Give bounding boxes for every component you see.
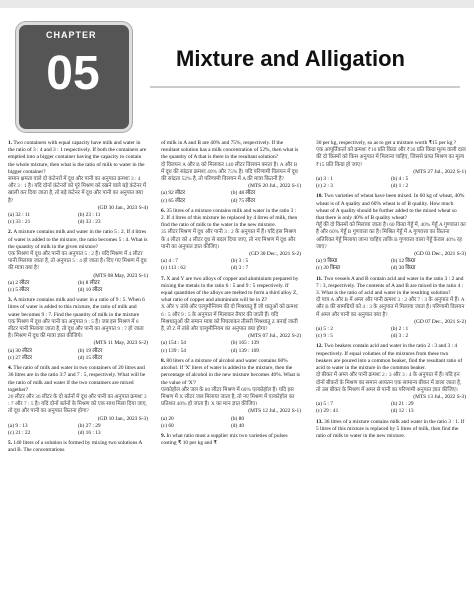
question-number: 3. <box>8 297 14 304</box>
question-body: A mixture contains milk and water in a ratio of 9 : 5. When 6 litres of water is added to this mixture, the ratio of milk and water becomes 9 : 7. Find the quantity of milk in the mixture <box>8 297 145 318</box>
question-item <box>316 193 466 272</box>
question-text <box>8 297 148 319</box>
question-item <box>161 276 301 355</box>
option: (a) 9 किग्रा <box>316 258 338 265</box>
options <box>316 401 466 415</box>
question-item <box>316 140 466 190</box>
option: (d) 10 लीटर <box>78 287 103 294</box>
option: (b) 4 : 5 <box>391 176 409 183</box>
option: (c) 65 लीटर <box>161 197 186 204</box>
option: (a) 20 <box>161 415 174 422</box>
question-source: (MTS 08 May, 2023 S-1) <box>93 272 148 279</box>
question-item <box>8 140 148 226</box>
question-hindi: 20 लीटर और 36 लीटर के दो बर्तनों में दूध और पानी का अनुपात क्रमशः 3 : 7 और 7 : 5 है। यदि दोनों बर्तनों के मिश्रण को एक साथ मिला दिया जाए, तो दूध और पानी का अनुपात कितना होगा? <box>8 393 147 415</box>
option: (c) 27 लीटर <box>8 354 33 361</box>
question-text <box>316 276 466 298</box>
question-body: Two beakers contain acid and water in the ratio 2 : 3 and 3 : 4 respectively. If equal volumes of the mixtures from these two beakers are poured into a common beaker, find the resultant ratio of acid to water in the mixture in the common beaker. <box>316 343 463 372</box>
option: (d) 15 लीटर <box>78 354 103 361</box>
option: (c) 33 : 21 <box>8 219 31 226</box>
options <box>161 258 301 272</box>
options <box>8 348 148 362</box>
option: (a) 3 : 1 <box>316 176 333 183</box>
option: (b) 48 लीटर <box>231 190 256 197</box>
question-body: A mixture contains milk and water in the ratio 5 : 2. If 4 litres of water is added to the mixture, the ratio becomes 5 : 4. What is the quantity of milk in the given mixture? <box>8 229 148 250</box>
option: (d) 139 : 169 <box>231 347 259 354</box>
options <box>316 176 466 190</box>
question-source: (GD 10 Jan., 2023 S-3) <box>97 415 148 422</box>
question-text <box>161 140 301 162</box>
question-source: (MTS 07 Jul., 2022 S-2) <box>248 333 301 340</box>
question-item <box>316 419 466 441</box>
column-1 <box>8 140 148 458</box>
chapter-tag: CHAPTER <box>46 30 97 40</box>
option: (d) 33 : 23 <box>78 219 101 226</box>
option: (a) 5 : 2 <box>316 326 333 333</box>
question-number: 9. <box>161 432 167 439</box>
question-item <box>8 297 148 362</box>
option: (d) 30 किग्रा <box>391 265 416 272</box>
question-hindi: दो पात्र A और B में अम्ल और पानी क्रमशः 3 : 2 और 7 : 3 के अनुपात में हैं। A और B की सामग्रियों को 4 : 3 के अनुपात में मिलाया जाता है। परिणामी विलयन में अम्ल और पानी का अनुपात क्या है? <box>316 297 465 318</box>
option: (c) 9 : 5 <box>316 333 333 340</box>
option: (c) 2 : 3 <box>316 183 333 190</box>
options <box>8 423 148 437</box>
option: (a) 4 : 7 <box>161 258 178 265</box>
chapter-number: 05 <box>46 47 100 100</box>
option: (b) 8 लीटर <box>78 279 100 286</box>
question-body: 35 litres of a mixture contains milk and water in the ratio 3 : 2. If 4 litres of this mixture be replaced by 4 litres of milk, then find the ratio of milk to the water in the new mixture. <box>161 207 298 229</box>
option: (c) 60 <box>161 422 174 429</box>
option: (d) 3 : 2 <box>391 333 409 340</box>
options <box>161 416 301 430</box>
question-number: 2. <box>8 229 14 236</box>
question-body: Two vessels A and B contain acid and water in the ratio 3 : 2 and 7 : 3, respectively. The contents of A and B are mixed in the ratio 4 : 3. What is the ratio of acid and water in the resulting solution? <box>316 275 464 297</box>
question-number: 4. <box>8 365 14 372</box>
options <box>8 280 148 294</box>
question-body: of milk in A and B are 40% and 75%, respectively. If the resultant solution has a milk concentration of 52%, then what is the quantity of A that is there in the resultant solution? <box>161 140 299 161</box>
question-hindi: दो बीकर में अम्ल और पानी क्रमशः 2 : 3 और 3 : 4 के अनुपात में हैं। यदि इन दोनों बीकरों के मिश्रण का समान आयतन एक सामान्य बीकर में डाला जाता है, तो उस बीकर के मिश्रण में अम्ल से पानी का परिणामी अनुपात ज्ञात कीजिए। <box>316 372 462 393</box>
question-body: 80 liters of a mixture of alcohol and water contains 60% alcohol. If 'X' liters of water is added to the mixture, then the percentage of alcohol in the new mixture becomes 40%. What is the value of 'X'? <box>161 357 300 386</box>
option: (b) 2 : 1 <box>391 326 409 333</box>
question-hindi: समान क्षमता वाले दो कंटेनरों में दूध और पानी का अनुपात क्रमशः 3 : 4 और 3 : 1 है। यदि दोनों कंटेनरों को पूरे मिश्रण को रखने वाले बड़े कंटेनर में खाली कर दिया जाता है, तो बड़े कंटेनर में दूध और पानी का अनुपात क्या है? <box>8 176 147 204</box>
question-text <box>8 229 148 251</box>
question-source: (MTS 11 May, 2023 S-2) <box>93 340 148 347</box>
options <box>161 340 301 354</box>
option: (a) 92 लीटर <box>161 190 186 197</box>
option: (a) 2 लीटर <box>8 279 30 286</box>
question-number: 12. <box>316 343 325 350</box>
column-3 <box>316 140 466 443</box>
question-body: 140 liters of a solution is formed by mixing two solutions A and B. The concentrations <box>8 440 143 454</box>
page-title: Mixture and Alligation <box>176 46 405 71</box>
question-body: In what ratio must a supplier mix two varieties of pulses costing ₹ 10 per kg and ₹ <box>161 432 288 447</box>
question-item <box>8 365 148 437</box>
question-body: X and Y are two alloys of copper and aluminium prepared by mixing the metals in the ratio 6 : 5 and 9 : 5 respectively. If equal quantities of the alloys are melted to form a third alloy Z, what ratio of copper and aluminium will be in Z? <box>161 275 299 304</box>
question-source: (MTS 12 Jul., 2022 S-1) <box>248 408 301 415</box>
question-number: 6. <box>161 207 167 214</box>
question-source: (GD 30 Dec., 2021 S-2) <box>249 251 301 258</box>
top-bar <box>0 0 474 8</box>
question-hindi: 35 लीटर मिश्रण में दूध और पानी 3 : 2 के अनुपात में हैं। यदि इस मिश्रण के 4 लीटर को 4 लीटर दूध से बदल दिया जाए, तो नए मिश्रण में दूध और पानी का अनुपात ज्ञात कीजिए। <box>161 229 297 250</box>
question-text <box>161 433 301 447</box>
question-hindi: गेहूँ की दो किस्मों को मिलाया जाता है। 60 किग्रा गेहूँ में, 40% गेहूँ A गुणवत्ता का है और 60% गेहूँ B गुणवत्ता का है। मिश्रित गेहूँ में A गुणवत्ता का कितना अतिरिक्त गेहूँ मिलाया जाना चाहिए ताकि B गुणवत्ता वाला गेहूँ केवल 40% रह जाए? <box>316 222 466 250</box>
question-text <box>161 208 301 230</box>
options <box>316 258 466 272</box>
question-source: (MTS 27 Jul., 2022 S-1) <box>413 168 466 175</box>
option: (b) 19 लीटर <box>78 347 103 354</box>
question-body: 36 litres of a mixture contains milk and water in the ratio 3 : 1. If 5 litres of this mixture is replaced by 5 litres of milk, then find the ratio of milk to water in the new mixture. <box>316 418 465 439</box>
question-item <box>8 440 148 454</box>
option: (b) 23 : 11 <box>78 212 101 219</box>
question-item <box>161 358 301 430</box>
question-text <box>8 140 148 176</box>
column-2 <box>161 140 301 450</box>
question-source: (GD 03 Dec., 2021 S-3) <box>414 251 466 258</box>
question-body: Two containers with equal capacity have milk and water in the ratio of 3 : 4 and 3 : 1 respectively. If both the containers are emptied into a bigger container having the capacity to contain the whole mixture, then what is the ratio of milk to water in the bigger container? <box>8 140 147 175</box>
option: (a) 9 : 13 <box>8 422 28 429</box>
option: (d) 12 : 13 <box>391 408 414 415</box>
question-hindi: दो विलयन A और B को मिलाकर 140 लीटर विलयन बनता है। A और B में दूध की सांद्रता क्रमशः 40% और 75% है। यदि परिणामी विलयन में दूध की सांद्रता 52% है, तो परिणामी विलयन में A की मात्रा कितनी है? <box>161 161 298 183</box>
option: (a) 32 : 11 <box>8 212 31 219</box>
question-item <box>316 343 466 415</box>
option: (d) 1 : 2 <box>391 183 409 190</box>
option: (a) 30 लीटर <box>8 347 33 354</box>
options <box>316 326 466 340</box>
option: (d) 75 लीटर <box>231 197 256 204</box>
question-hindi: एल्कोहॉल और जल के 80 लीटर मिश्रण में 60% एल्कोहॉल है। यदि इस मिश्रण में X लीटर जल मिलाया जाता है, तो नए मिश्रण में एल्कोहॉल का प्रतिशत 40% हो जाता है। X का मान ज्ञात कीजिए। <box>161 386 295 408</box>
question-number: 1. <box>8 140 14 146</box>
option: (c) 21 : 22 <box>8 429 31 436</box>
question-number: 13. <box>316 418 325 425</box>
question-hindi: एक मिश्रण में दूध और पानी का अनुपात 9 : 5 है। जब इस मिश्रण में 6 लीटर पानी मिलाया जाता है, तो दूध और पानी का अनुपात 9 : 7 हो जाता है। मिश्रण में दूध की मात्रा ज्ञात कीजिये। <box>8 318 144 340</box>
question-text <box>316 193 466 222</box>
options <box>161 190 301 204</box>
question-hindi: X और Y तांबे और एल्युमीनियम की दो मिश्रधातु हैं जो धातुओं को क्रमशः 6 : 5 और 9 : 5 के अनुपात में मिलाकर तैयार की जाती हैं। यदि मिश्रधातुओं की समान मात्रा को पिघलाकर तीसरी मिश्रधातु Z बनाई जाती है, तो Z में तांबे और एल्युमीनियम का अनुपात क्या होगा? <box>161 304 299 333</box>
question-item <box>8 229 148 294</box>
option: (b) 165 : 139 <box>231 340 259 347</box>
question-text <box>161 276 301 305</box>
question-item <box>161 208 301 273</box>
question-text <box>8 365 148 394</box>
question-item <box>161 140 301 205</box>
option: (b) 80 <box>231 415 245 422</box>
question-source: (GD 07 Dec., 2021 S-2) <box>414 318 466 325</box>
option: (c) 5 लीटर <box>8 287 30 294</box>
question-source: (GD 30 Jan., 2023 S-4) <box>97 204 148 211</box>
question-number: 10. <box>316 193 325 200</box>
question-number: 7. <box>161 275 167 282</box>
question-number: 5. <box>8 440 14 447</box>
option: (d) 40 <box>231 422 245 429</box>
question-hindi: एक मिश्रण में दूध और पानी का अनुपात 5 : 2 है। यदि मिश्रण में 4 लीटर पानी मिलाया जाता है, तो अनुपात 5 : 4 हो जाता है। दिए गए मिश्रण में दूध की मात्रा क्या है? <box>8 251 147 272</box>
question-number: 11. <box>316 275 324 282</box>
option: (b) 3 : 5 <box>231 258 249 265</box>
question-item <box>316 276 466 341</box>
question-text <box>316 343 466 372</box>
title-divider <box>150 86 460 88</box>
option: (a) 154 : 54 <box>161 340 187 347</box>
question-body: The ratio of milk and water in two containers of 20 litres and 36 litres are in the ratio 3:7 and 7 : 5, respectively. What will be the ratio of milk and water if the two containers are mixed together? <box>8 365 146 393</box>
question-source: (MTS 20 Jul., 2022 S-1) <box>248 183 301 190</box>
option: (c) 29 : 41 <box>316 408 339 415</box>
options <box>8 212 148 226</box>
option: (b) 12 किग्रा <box>391 258 416 265</box>
option: (c) 113 : 62 <box>161 265 186 272</box>
question-hindi: एक आपूर्तिकर्ता को क्रमशः ₹10 प्रति किग्रा और ₹30 प्रति किग्रा मूल्य वाली दाल की दो किस्मों को किस अनुपात में मिलाना चाहिए, जिससे प्राप्त मिश्रण का मूल्य ₹15 प्रति किग्रा हो जाए? <box>316 147 466 168</box>
option: (b) 21 : 29 <box>391 401 414 408</box>
question-text <box>316 419 466 441</box>
option: (b) 27 : 29 <box>78 422 101 429</box>
question-body: 30 per kg, respectively, so as to get a mixture worth ₹15 per kg ? <box>316 140 457 146</box>
question-text <box>161 358 301 387</box>
question-number: 8. <box>161 357 167 364</box>
question-item <box>161 433 301 447</box>
question-body: Two varieties of wheat have been mixed. In 60 kg of wheat, 40% wheat is of A quality and 60% wheat is of B quality. How much wheat of A quality should be further added to the mixed wheat so that there is only 40% of B quality wheat? <box>316 193 465 222</box>
option: (a) 5 : 7 <box>316 401 333 408</box>
option: (c) 139 : 54 <box>161 347 187 354</box>
option: (d) 3 : 7 <box>231 265 249 272</box>
question-text <box>8 440 148 454</box>
option: (c) 20 किग्रा <box>316 265 341 272</box>
option: (d) 16 : 13 <box>78 429 101 436</box>
question-source: (MTS 13 Jul., 2022 S-3) <box>413 393 466 400</box>
